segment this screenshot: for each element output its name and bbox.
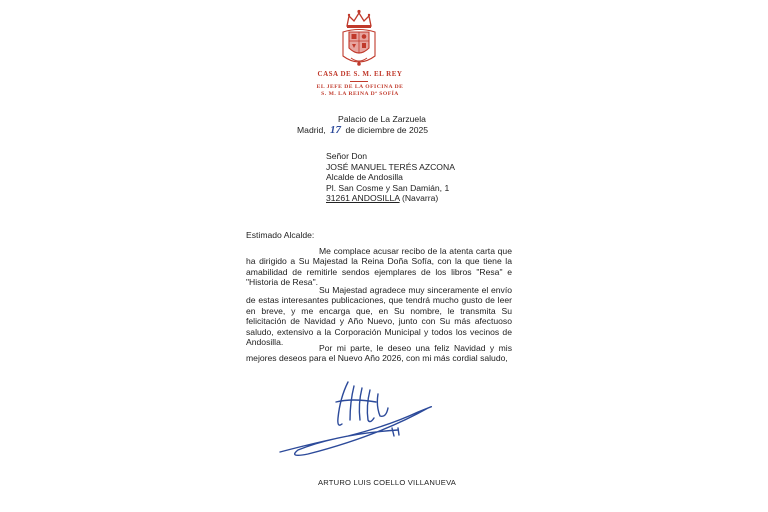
paragraph-text: Me complace acusar recibo de la atenta carta que ha dirigido a Su Majestad la Reina Doña Sofía, con la que tiene la amabilidad de remitirle sendos ejemplares de los libros "Resa" e "Historia de Resa". [246, 246, 512, 288]
body-paragraph [246, 343, 512, 364]
signatory-name: ARTURO LUIS COELLO VILLANUEVA [318, 478, 457, 487]
letterhead-subtitle: EL JEFE DE LA OFICINA DE [316, 84, 404, 90]
recipient-address [326, 151, 455, 204]
letterhead-divider [350, 81, 368, 82]
date-line [297, 125, 428, 135]
paragraph-text: Su Majestad agradece muy sinceramente el envío de estas interesantes publicaciones, que tendrá mucho gusto de leer en breve, y me encarga que, en Su nombre, le transmita Su felicitación de Navidad y Año Nuevo, junto con Su más afectuoso saludo, extensivo a la Corporación Municipal y todos los vecinos de Andosilla. [246, 285, 512, 348]
recipient-street: Pl. San Cosme y San Damián, 1 [326, 182, 450, 193]
date-rest: de diciembre de 2025 [345, 125, 429, 135]
body-paragraph [246, 246, 512, 288]
paragraph-text: Por mi parte, le deseo una feliz Navidad y mis mejores deseos para el Nuevo Año 2026, con mi más cordial saludo, [246, 343, 512, 364]
body-paragraph [246, 285, 512, 347]
recipient-title: Señor Don [326, 151, 368, 161]
letterhead-office: S. M. LA REINA Dª SOFÍA [321, 91, 399, 97]
date-day: 17 [330, 124, 342, 136]
handwritten-signature [278, 378, 458, 460]
date-city: Madrid, [297, 125, 326, 135]
recipient-region: (Navarra) [401, 193, 439, 204]
recipient-position: Alcalde de Andosilla [326, 172, 403, 183]
royal-crest-icon [337, 8, 381, 70]
recipient-name: JOSÉ MANUEL TERÉS AZCONA [326, 161, 455, 172]
letterhead-title: CASA DE S. M. EL REY [317, 70, 403, 78]
salutation: Estimado Alcalde: [246, 230, 315, 240]
recipient-postal: 31261 ANDOSILLA [326, 193, 400, 204]
recipient-city-line [326, 193, 455, 204]
place-line: Palacio de La Zarzuela [338, 114, 426, 124]
